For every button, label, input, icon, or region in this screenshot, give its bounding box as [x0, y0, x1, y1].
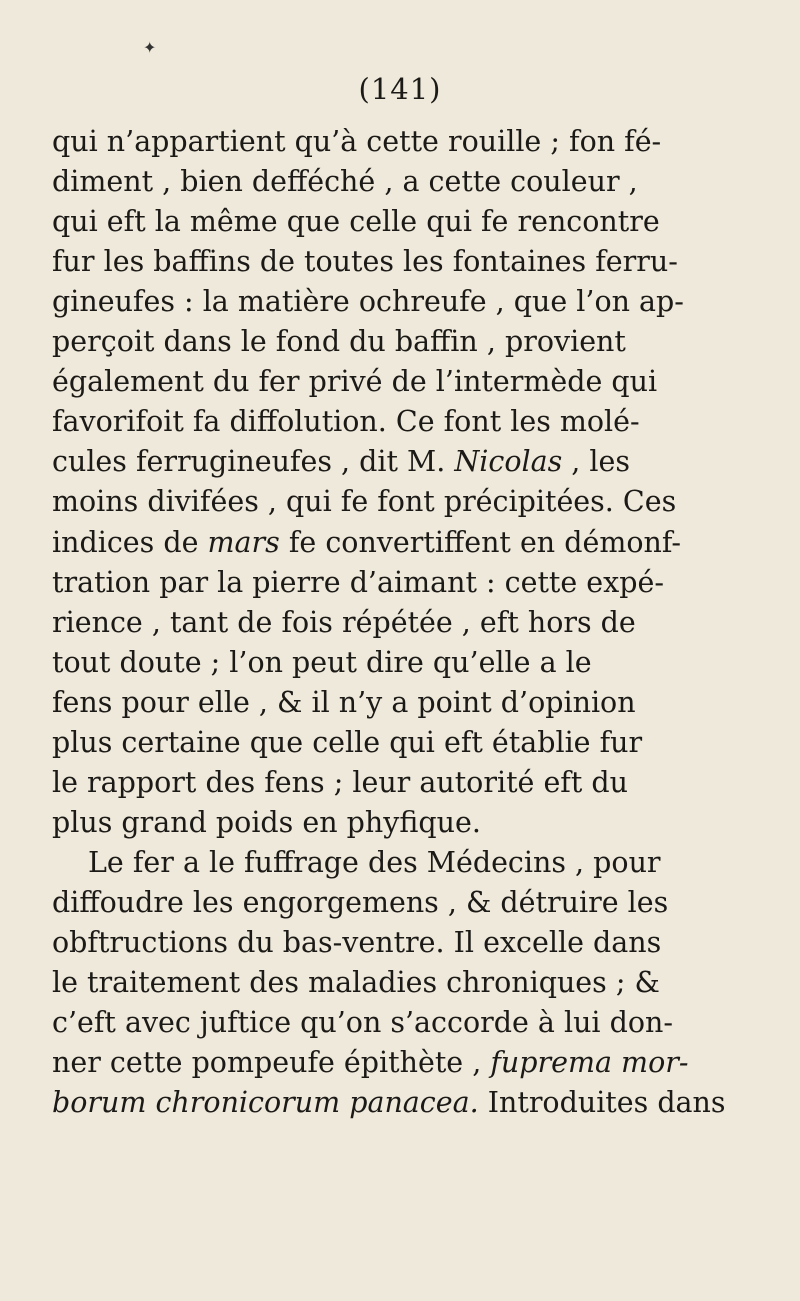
text-line — [52, 482, 676, 522]
text-segment: le traitement des maladies chroniques ; & — [52, 966, 660, 1000]
text-segment: tout doute ; l’on peut dire qu’elle a le — [52, 645, 592, 679]
text-segment: favorifoit fa diffolution. Ce font les molé- — [52, 405, 640, 439]
text-segment: c’eft avec juftice qu’on s’accorde à lui don- — [52, 1006, 673, 1040]
italic-text: Nicolas — [454, 445, 563, 479]
text-line — [52, 162, 638, 202]
text-segment: le rapport des fens ; leur autorité eft du — [52, 765, 628, 799]
text-line — [52, 803, 481, 843]
text-line — [52, 683, 636, 723]
text-segment: également du fer privé de l’intermède qui — [52, 365, 658, 399]
text-line — [52, 963, 660, 1003]
text-line — [52, 322, 626, 362]
page-number: (141) — [358, 72, 442, 106]
text-line — [52, 202, 660, 242]
italic-text: mars — [207, 525, 280, 559]
text-segment: fens pour elle , & il n’y a point d’opinion — [52, 685, 636, 719]
text-line — [52, 122, 661, 162]
text-segment: diffoudre les engorgemens , & détruire les — [52, 885, 669, 919]
text-line — [52, 242, 678, 282]
text-segment: Introduites dans — [478, 1086, 726, 1120]
text-line — [52, 402, 640, 442]
text-segment: ner cette pompeufe épithète , — [52, 1046, 491, 1080]
text-segment: plus grand poids en phyfique. — [52, 805, 481, 839]
text-line — [52, 1003, 673, 1043]
text-line — [52, 923, 661, 963]
text-line — [52, 1083, 726, 1123]
text-segment: fur les baffins de toutes les fontaines ferru- — [52, 245, 678, 279]
text-segment: cules ferrugineufes , dit M. — [52, 445, 455, 479]
text-segment: qui n’appartient qu’à cette rouille ; fon fé- — [52, 125, 662, 158]
text-line — [88, 843, 661, 883]
text-line — [52, 763, 628, 803]
text-line — [52, 442, 630, 482]
text-line — [52, 282, 684, 322]
text-segment: moins divifées , qui fe font précipitées. Ces — [52, 485, 677, 519]
text-segment: tration par la pierre d’aimant : cette expé- — [52, 565, 664, 599]
text-line — [52, 723, 642, 763]
text-line — [52, 603, 636, 643]
text-segment: plus certaine que celle qui eft établie fur — [52, 725, 643, 759]
text-line — [52, 643, 592, 683]
text-segment: rience , tant de fois répétée , eft hors de — [52, 605, 636, 639]
text-segment: qui eft la même que celle qui fe rencontre — [52, 205, 660, 239]
ink-mark: ✦ — [143, 38, 157, 57]
text-line — [52, 883, 668, 923]
text-segment: obftructions du bas-ventre. Il excelle dans — [52, 926, 662, 959]
text-segment: Le fer a le fuffrage des Médecins , pour — [88, 845, 661, 879]
text-line — [52, 563, 664, 603]
italic-text: fuprema mor- — [490, 1046, 689, 1080]
text-segment: diment , bien defféché , a cette couleur , — [52, 165, 638, 199]
text-segment: gineufes : la matière ochreufe , que l’on ap- — [52, 285, 684, 319]
text-line — [52, 1043, 688, 1083]
italic-text: borum chronicorum panacea. — [52, 1086, 479, 1120]
text-segment: indices de — [52, 525, 208, 559]
text-segment: , les — [562, 445, 631, 479]
text-segment: fe convertiffent en démonf- — [279, 525, 682, 559]
text-line — [52, 362, 657, 402]
text-line — [52, 523, 681, 563]
text-segment: perçoit dans le fond du baffin , provient — [52, 325, 626, 359]
